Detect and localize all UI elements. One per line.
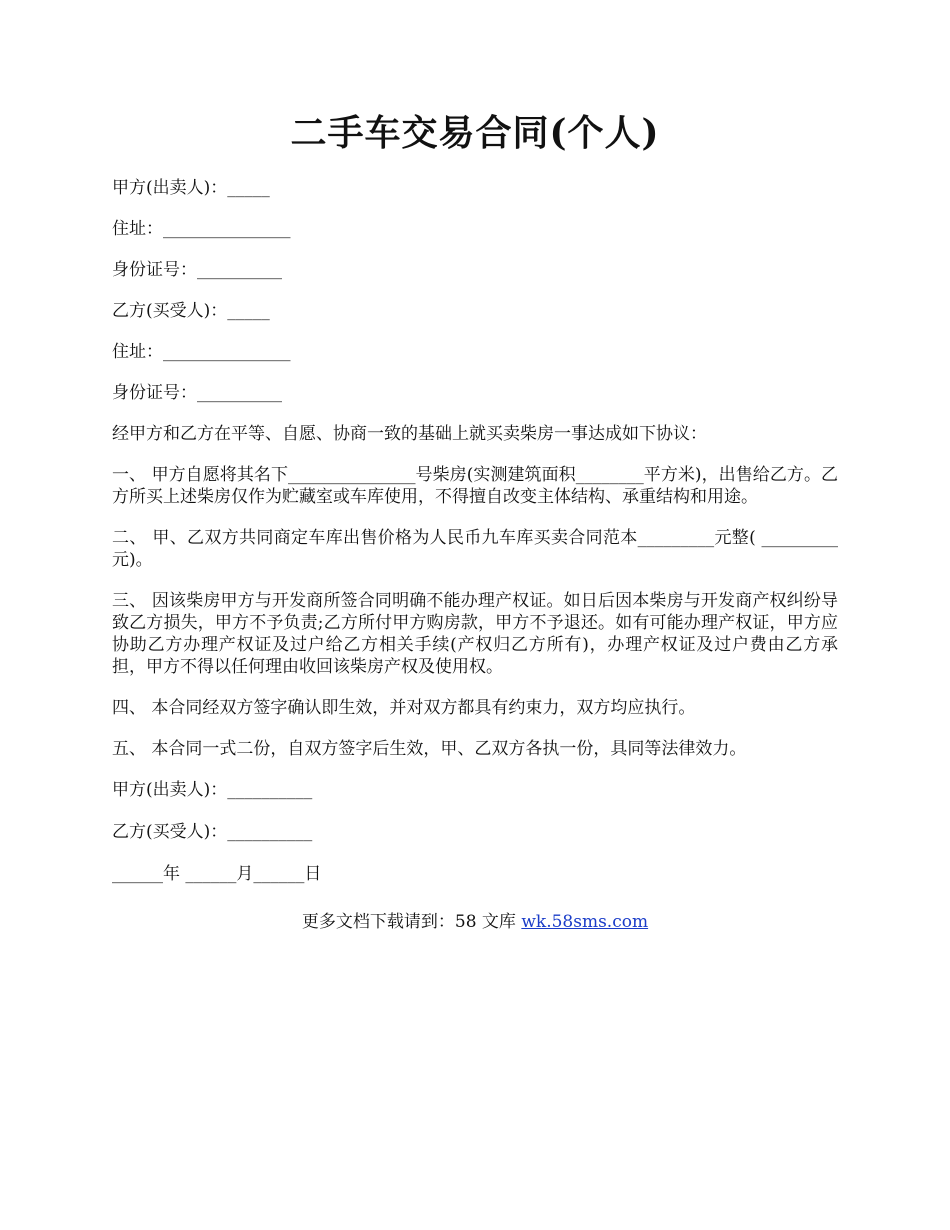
footer [112,911,838,933]
agreement-intro: 经甲方和乙方在平等、自愿、协商一致的基础上就买卖柴房一事达成如下协议： [112,424,707,445]
date-line: ______年 ______月______日 [112,864,322,885]
party-a-seller-line: 甲方(出卖人)：_____ [112,178,270,199]
footer-prefix: 更多文档下载请到：58 文库 [301,912,522,933]
footer-link[interactable]: wk.58sms.com [521,912,649,933]
clause-5: 五、 本合同一式二份，自双方签字后生效，甲、乙双方各执一份，具同等法律效力。 [112,739,747,760]
party-a-address-line: 住址：_______________ [112,219,291,240]
party-b-address-line: 住址：_______________ [112,342,291,363]
signature-party-b: 乙方(买受人)：__________ [112,822,313,843]
party-a-id-line: 身份证号：__________ [112,260,282,281]
clause-3: 三、 因该柴房甲方与开发商所签合同明确不能办理产权证。如日后因本柴房与开发商产权纠纷导致乙方损失，甲方不予负责;乙方所付甲方购房款，甲方不予退还。如有可能办理产权证，甲方应协助乙方办理产权证及过户给乙方相关手续(产权归乙方所有)，办理产权证及过户费由乙方承担，甲方不得以任何理由收回该柴房产权及使用权。 [112,591,838,678]
signature-party-a: 甲方(出卖人)：__________ [112,780,313,801]
document-title: 二手车交易合同(个人) [290,112,660,154]
clause-4: 四、 本合同经双方签字确认即生效，并对双方都具有约束力，双方均应执行。 [112,698,696,719]
clause-2: 二、 甲、乙双方共同商定车库出售价格为人民币九车库买卖合同范本_________元整( _________元)。 [112,528,838,571]
party-b-buyer-line: 乙方(买受人)：_____ [112,301,270,322]
party-b-id-line: 身份证号：__________ [112,383,282,404]
clause-1: 一、 甲方自愿将其名下_______________号柴房(实测建筑面积________平方米)，出售给乙方。乙方所买上述柴房仅作为贮藏室或车库使用，不得擅自改变主体结构、承重结构和用途。 [112,465,838,508]
